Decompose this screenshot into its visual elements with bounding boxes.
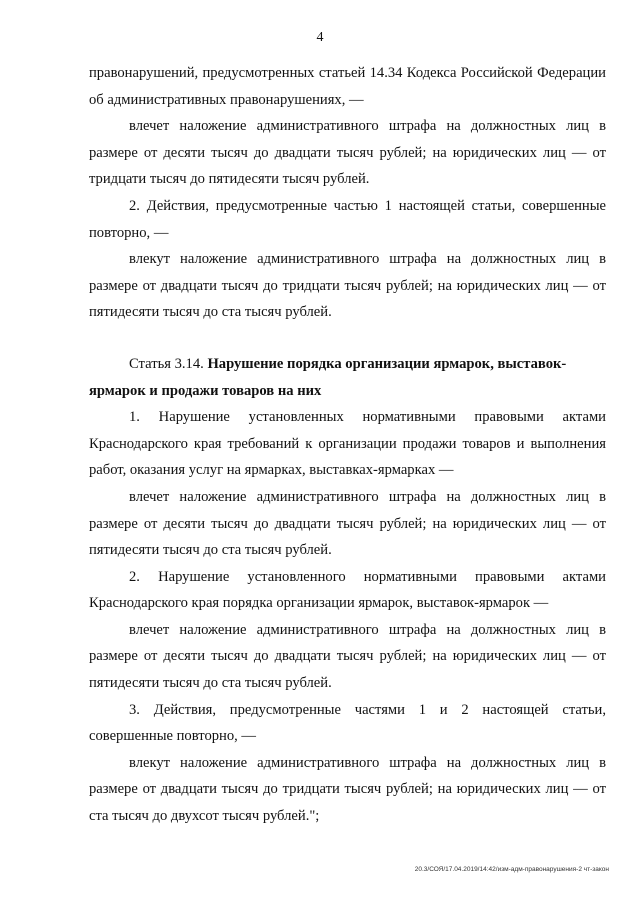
section-spacer (89, 326, 606, 351)
paragraph: 2. Нарушение установленного нормативными правовыми актами Краснодарского края порядка организации ярмарок, выставок-ярмарок — (89, 568, 606, 612)
paragraph: влечет наложение административного штрафа на должностных лиц в размере от десяти тысяч до двадцати тысяч рублей; на юридических лиц — от тридцати тысяч до пятидесяти тысяч рублей. (89, 118, 606, 188)
article-heading (89, 351, 606, 404)
paragraph: 2. Действия, предусмотренные частью 1 настоящей статьи, совершенные повторно, — (89, 197, 606, 241)
paragraph: влекут наложение административного штрафа на должностных лиц в размере от двадцати тысяч до тридцати тысяч рублей; на юридических лиц — от пятидесяти тысяч до ста тысяч рублей. (89, 251, 606, 321)
article-title: Нарушение порядка организации ярмарок, выставок-ярмарок и продажи товаров на них (89, 355, 567, 399)
document-body (89, 60, 606, 830)
paragraph: 1. Нарушение установленных нормативными правовыми актами Краснодарского края требований к организации продажи товаров и выполнения работ, оказания услуг на ярмарках, выставках-ярмарках — (89, 409, 606, 479)
paragraph: правонарушений, предусмотренных статьей 14.34 Кодекса Российской Федерации об административных правонарушениях, — (89, 65, 606, 108)
document-footer-code: 20.3/СОЯ/17.04.2019/14:42/изм-адм-правонарушения-2 чт-закон (414, 866, 609, 873)
paragraph: 3. Действия, предусмотренные частями 1 и 2 настоящей статьи, совершенные повторно, — (89, 701, 606, 745)
paragraph: влечет наложение административного штрафа на должностных лиц в размере от десяти тысяч до двадцати тысяч рублей; на юридических лиц — от пятидесяти тысяч до ста тысяч рублей. (89, 488, 606, 559)
paragraph: влекут наложение административного штрафа на должностных лиц в размере от двадцати тысяч до тридцати тысяч рублей; на юридических лиц — от ста тысяч до двухсот тысяч рублей."; (89, 754, 606, 825)
page-number: 4 (316, 30, 324, 45)
paragraph: влечет наложение административного штрафа на должностных лиц в размере от десяти тысяч до двадцати тысяч рублей; на юридических лиц — от пятидесяти тысяч до ста тысяч рублей. (89, 621, 606, 692)
article-number: Статья 3.14. (129, 355, 204, 372)
